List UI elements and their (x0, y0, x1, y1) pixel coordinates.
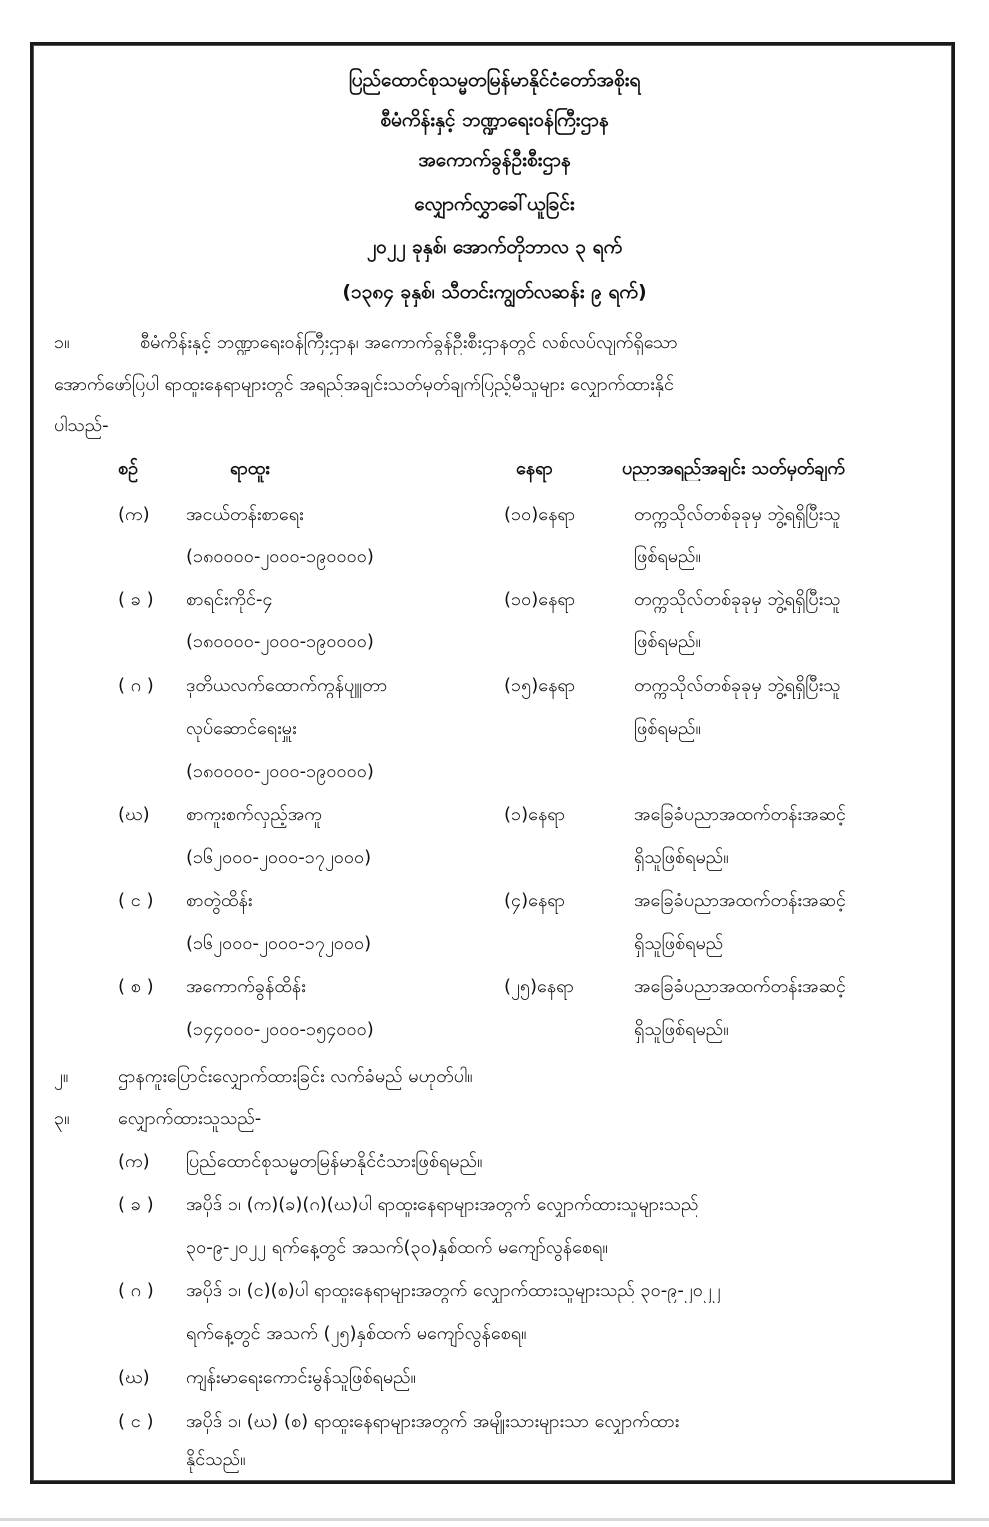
row-3-title-2: လုပ်ဆောင်ရေးမှူး (186, 718, 297, 739)
para-2-text: ဌာနကူးပြောင်းလျှောက်ထားခြင်း လက်ခံမည် မဟုတ်ပါ။ (118, 1066, 473, 1087)
heading-date: ၂၀၂၂ ခုနှစ်၊ အောက်တိုဘာလ ၃ ရက် (366, 236, 623, 258)
intro-number: ၁။ (54, 332, 70, 353)
col-header-no: စဉ် (118, 458, 139, 479)
row-2-qual-2: ဖြစ်ရမည်။ (634, 631, 701, 652)
para-3-item-3-label: ( ဂ ) (118, 1280, 154, 1301)
row-4-salary: (၁၆၂၀၀၀-၂၀၀၀-၁၇၂၀၀၀) (186, 847, 372, 868)
row-6-qual-1: အခြေခံပညာအထက်တန်းအဆင့် (634, 976, 846, 997)
row-3-qual-2: ဖြစ်ရမည်။ (634, 718, 701, 739)
row-2-salary: (၁၈၀၀၀၀-၂၀၀၀-၁၉၀၀၀၀) (186, 631, 374, 652)
para-3-item-2-label: ( ခ ) (118, 1194, 154, 1215)
para-3-item-3-line-2: ရက်နေ့တွင် အသက် (၂၅)နှစ်ထက် မကျော်လွန်စေရ။ (186, 1323, 527, 1344)
row-1-title: အငယ်တန်းစာရေး (186, 504, 304, 525)
para-3-item-5-label: ( င ) (118, 1411, 154, 1432)
row-4-title: စာကူးစက်လှည့်အကူ (186, 804, 322, 825)
row-1-qual-1: တက္ကသိုလ်တစ်ခုခုမှ ဘွဲ့ရရှိပြီးသူ (634, 504, 841, 525)
row-1-qual-2: ဖြစ်ရမည်။ (634, 546, 701, 567)
row-4-qual-2: ရှိသူဖြစ်ရမည်။ (634, 847, 729, 868)
row-4-no: (ဃ) (118, 804, 150, 825)
row-6-title: အကောက်ခွန်ထိန်း (186, 976, 306, 997)
row-6-qual-2: ရှိသူဖြစ်ရမည်။ (634, 1019, 729, 1040)
row-5-salary: (၁၆၂၀၀၀-၂၀၀၀-၁၇၂၀၀၀) (186, 933, 372, 954)
row-6-no: ( စ ) (118, 976, 154, 997)
row-5-qual-2: ရှိသူဖြစ်ရမည် (634, 933, 724, 954)
row-2-count: (၁၀)နေရာ (504, 589, 576, 610)
col-header-position: ရာထူး (230, 458, 270, 479)
row-5-no: ( င ) (118, 890, 154, 911)
heading-title: လျှောက်လွှာခေါ်ယူခြင်း (414, 193, 575, 215)
row-6-salary: (၁၄၄၀၀၀-၂၀၀၀-၁၅၄၀၀၀) (186, 1019, 374, 1040)
row-3-no: ( ဂ ) (118, 675, 154, 696)
para-3-item-5-line-1: အပိုဒ် ၁၊ (ဃ) (စ) ရာထူးနေရာများအတွက် အမျိုးသားများသာ လျှောက်ထား (186, 1411, 680, 1432)
heading-department: အကောက်ခွန်ဦးစီးဌာန (418, 149, 571, 171)
col-header-vacancies: နေရာ (516, 458, 553, 479)
col-header-qualification: ပညာအရည်အချင်း သတ်မှတ်ချက် (622, 458, 845, 479)
para-3-item-1-label: (က) (118, 1151, 150, 1172)
para-3-item-5-line-2: နိုင်သည်။ (186, 1449, 246, 1470)
intro-line-1: စီမံကိန်းနှင့် ဘဏ္ဍာရေးဝန်ကြီးဌာန၊ အကောက်ခွန်ဦးစီးဌာနတွင် လစ်လပ်လျက်ရှိသော (140, 332, 678, 353)
para-3-text: လျှောက်ထားသူသည်- (118, 1108, 262, 1129)
heading-myanmar-date: (၁၃၈၄ ခုနှစ်၊ သီတင်းကျွတ်လဆန်း ၉ ရက်) (342, 281, 647, 303)
row-3-count: (၁၅)နေရာ (504, 675, 576, 696)
row-5-count: (၄)နေရာ (504, 890, 565, 911)
row-6-count: (၂၅)နေရာ (504, 976, 574, 997)
row-1-count: (၁၀)နေရာ (504, 504, 576, 525)
row-4-qual-1: အခြေခံပညာအထက်တန်းအဆင့် (634, 804, 846, 825)
row-2-qual-1: တက္ကသိုလ်တစ်ခုခုမှ ဘွဲ့ရရှိပြီးသူ (634, 589, 841, 610)
page-bottom-rule (0, 1518, 989, 1521)
row-3-qual-1: တက္ကသိုလ်တစ်ခုခုမှ ဘွဲ့ရရှိပြီးသူ (634, 675, 841, 696)
heading-ministry: စီမံကိန်းနှင့် ဘဏ္ဍာရေးဝန်ကြီးဌာန (380, 109, 609, 131)
row-2-no: ( ခ ) (118, 589, 154, 610)
heading-government: ပြည်ထောင်စုသမ္မတမြန်မာနိုင်ငံတော်အစိုးရ (348, 69, 641, 91)
row-5-title: စာတွဲထိန်း (186, 890, 253, 911)
intro-line-2: အောက်ဖော်ပြပါ ရာထူးနေရာများတွင် အရည်အချင်းသတ်မှတ်ချက်ပြည့်မီသူများ လျှောက်ထားနိုင် (54, 374, 675, 395)
row-1-no: (က) (118, 504, 150, 525)
para-3-item-2-line-1: အပိုဒ် ၁၊ (က)(ခ)(ဂ)(ဃ)ပါ ရာထူးနေရာများအတွက် လျှောက်ထားသူများသည် (186, 1194, 699, 1215)
row-2-title: စာရင်းကိုင်-၄ (186, 589, 273, 610)
para-3-item-3-line-1: အပိုဒ် ၁၊ (င)(စ)ပါ ရာထူးနေရာများအတွက် လျှောက်ထားသူများသည် ၃၀-၉-၂၀၂၂ (186, 1280, 721, 1301)
intro-line-3: ပါသည်- (54, 415, 109, 436)
row-3-title: ဒုတိယလက်ထောက်ကွန်ပျူတာ (186, 675, 388, 696)
para-3-item-1-text: ပြည်ထောင်စုသမ္မတမြန်မာနိုင်ငံသားဖြစ်ရမည်။ (186, 1151, 483, 1172)
row-4-count: (၁)နေရာ (504, 804, 565, 825)
para-3-item-4-text: ကျန်းမာရေးကောင်းမွန်သူဖြစ်ရမည်။ (186, 1367, 416, 1388)
para-2-number: ၂။ (54, 1066, 69, 1087)
row-3-salary: (၁၈၀၀၀၀-၂၀၀၀-၁၉၀၀၀၀) (186, 761, 374, 782)
row-1-salary: (၁၈၀၀၀၀-၂၀၀၀-၁၉၀၀၀၀) (186, 546, 374, 567)
para-3-item-4-label: (ဃ) (118, 1367, 150, 1388)
para-3-item-2-line-2: ၃၀-၉-၂၀၂၂ ရက်နေ့တွင် အသက်(၃၀)နှစ်ထက် မကျော်လွန်စေရ။ (186, 1237, 608, 1258)
row-5-qual-1: အခြေခံပညာအထက်တန်းအဆင့် (634, 890, 846, 911)
para-3-number: ၃။ (54, 1108, 70, 1129)
